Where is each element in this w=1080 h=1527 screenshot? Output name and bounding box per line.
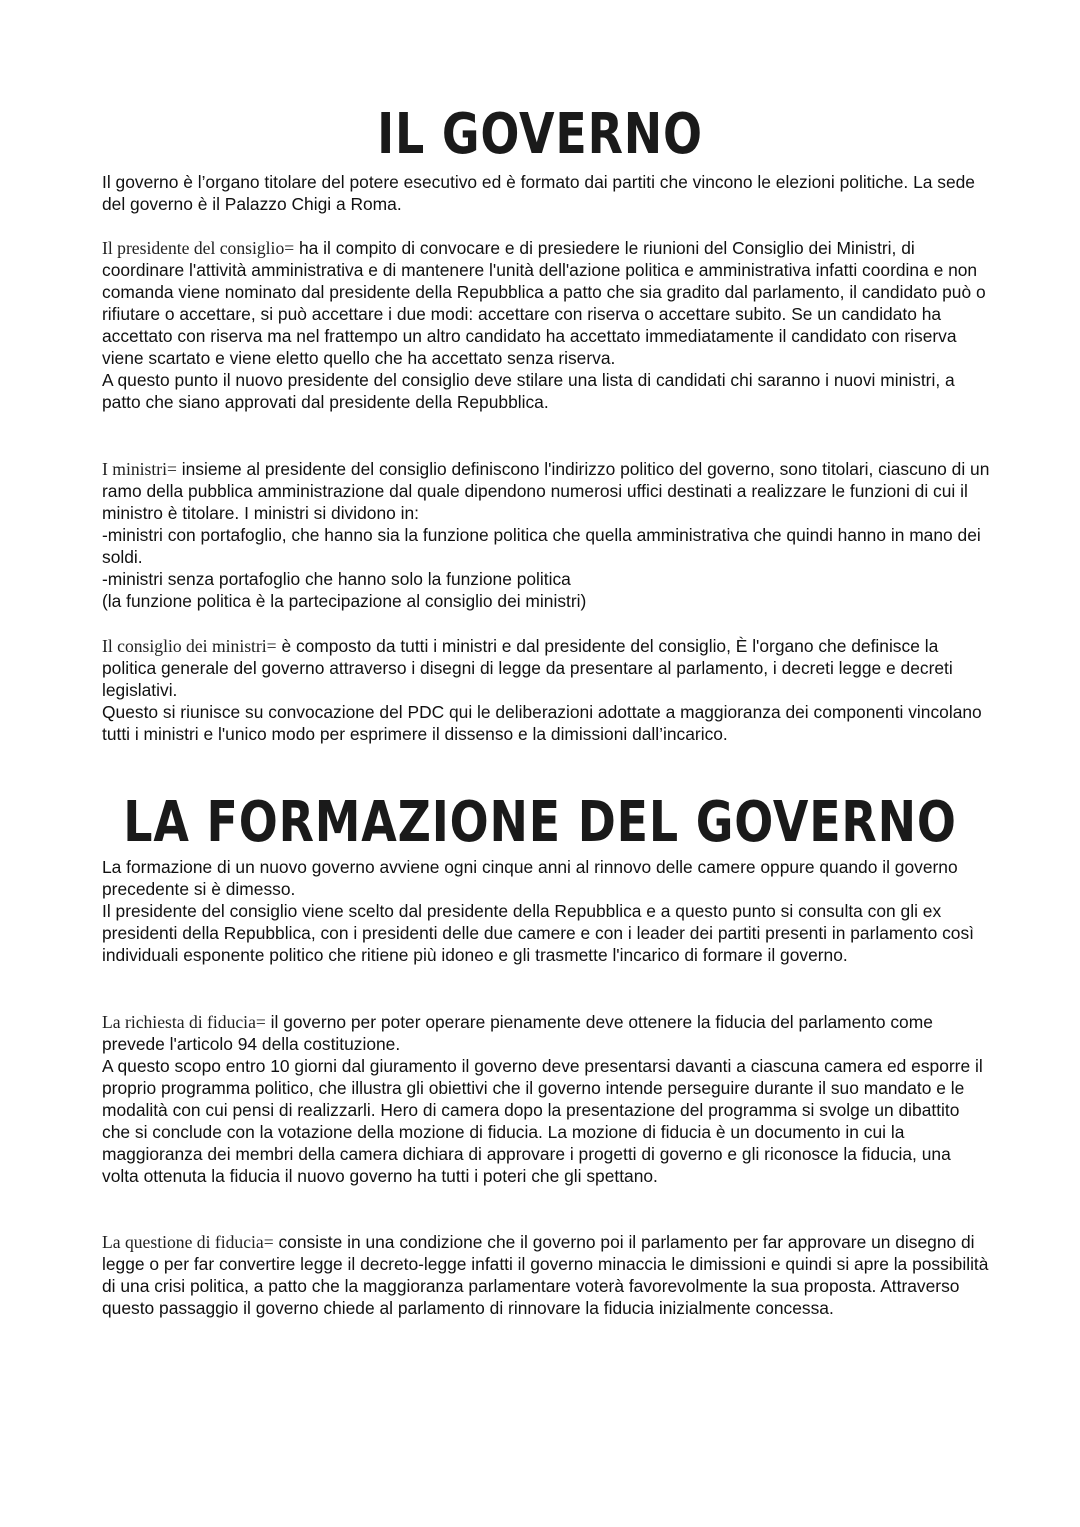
formazione-paragraph <box>102 856 992 966</box>
consiglio-term: Il consiglio dei ministri= <box>102 636 277 656</box>
presidente-text-2: A questo punto il nuovo presidente del consiglio deve stilare una lista di candidati chi saranno i nuovi ministri, a patto che siano approvati dal presidente della Repubblica. <box>102 370 955 412</box>
questione-text <box>102 1231 992 1319</box>
questione-term: La questione di fiducia= <box>102 1232 274 1252</box>
richiesta-text <box>102 1011 992 1055</box>
richiesta-text-2: A questo scopo entro 10 giorni dal giuramento il governo deve presentarsi davanti a ciascuna camera ed esporre il proprio programma politico, che illustra gli obiettivi che il governo intende perseguire durante il suo mandato e le modalità con cui pensi di realizzarli. Hero di camera dopo la presentazione del programma si svolge un dibattito che si conclude con la votazione della mozione di fiducia. La mozione di fiducia è un documento in cui la maggioranza dei membri della camera dichiara di approvare i progetti di governo e gli riconosce la fiducia, una volta ottenuta la fiducia il nuovo governo ha tutti i poteri che gli spettano. <box>102 1056 983 1186</box>
ministri-text <box>102 458 992 524</box>
richiesta-term: La richiesta di fiducia= <box>102 1012 266 1032</box>
intro-paragraph <box>102 171 992 215</box>
formazione-text-1: La formazione di un nuovo governo avviene ogni cinque anni al rinnovo delle camere oppure quando il governo precedente si è dimesso. <box>102 857 958 899</box>
richiesta-body: il governo per poter operare pienamente deve ottenere la fiducia del parlamento come prevede l'articolo 94 della costituzione. <box>102 1012 933 1054</box>
consiglio-paragraph <box>102 635 992 745</box>
presidente-paragraph <box>102 237 992 413</box>
formazione-text-2: Il presidente del consiglio viene scelto dal presidente della Repubblica e a questo punto si consulta con gli ex presidenti della Repubblica, con i presidenti delle due camere e con i leader dei partiti presenti in parlamento così individuali esponente politico che ritiene più idoneo e gli trasmette l'incarico di formare il governo. <box>102 901 974 965</box>
consiglio-body: è composto da tutti i ministri e dal presidente del consiglio, È l'organo che definisce la politica generale del governo attraverso i disegni di legge da presentare al parlamento, i decreti legge e decreti legislativi. <box>102 636 953 700</box>
title-il-governo: IL GOVERNO <box>377 102 703 167</box>
ministri-line-2: -ministri senza portafoglio che hanno solo la funzione politica <box>102 569 571 589</box>
consiglio-text <box>102 635 992 701</box>
ministri-body: insieme al presidente del consiglio definiscono l'indirizzo politico del governo, sono titolari, ciascuno di un ramo della pubblica amministrazione dal quale dipendono numerosi uffici destinati a realizzare le funzioni di cui il ministro è titolare. I ministri si dividono in: <box>102 459 990 523</box>
intro-text: Il governo è l’organo titolare del potere esecutivo ed è formato dai partiti che vincono le elezioni politiche. La sede del governo è il Palazzo Chigi a Roma. <box>102 172 975 214</box>
presidente-term: Il presidente del consiglio= <box>102 238 295 258</box>
title-formazione-governo: LA FORMAZIONE DEL GOVERNO <box>123 790 957 855</box>
questione-body: consiste in una condizione che il governo poi il parlamento per far approvare un disegno di legge o per far convertire legge il decreto-legge infatti il governo minaccia le dimissioni e quindi si apre la possibilità di una crisi politica, a patto che la maggioranza parlamentare voterà favorevolmente la sua proposta. Attraverso questo passaggio il governo chiede al parlamento di rinnovare la fiducia inizialmente concessa. <box>102 1232 989 1318</box>
presidente-text <box>102 237 992 369</box>
ministri-line-3: (la funzione politica è la partecipazione al consiglio dei ministri) <box>102 591 587 611</box>
presidente-body: ha il compito di convocare e di presiedere le riunioni del Consiglio dei Ministri, di coordinare l'attività amministrativa e di mantenere l'unità dell'azione politica e amministrativa infatti coordina e non comanda viene nominato dal presidente della Repubblica a patto che sia gradito dal parlamento, il candidato può o rifiutare o accettare, si può accettare i due modi: accettare con riserva o accettare subito. Se un candidato ha accettato con riserva ma nel frattempo un altro candidato ha accettato immediatamente il candidato con riserva viene scartato e viene eletto quello che ha accettato senza riserva. <box>102 238 986 368</box>
questione-paragraph <box>102 1231 992 1319</box>
ministri-paragraph <box>102 458 992 612</box>
consiglio-text-2: Questo si riunisce su convocazione del PDC qui le deliberazioni adottate a maggioranza dei componenti vincolano tutti i ministri e l'unico modo per esprimere il dissenso e la dimissioni dall’incarico. <box>102 702 982 744</box>
richiesta-paragraph <box>102 1011 992 1187</box>
ministri-line-1: -ministri con portafoglio, che hanno sia la funzione politica che quella amministrativa che quindi hanno in mano dei soldi. <box>102 525 981 567</box>
ministri-term: I ministri= <box>102 459 177 479</box>
